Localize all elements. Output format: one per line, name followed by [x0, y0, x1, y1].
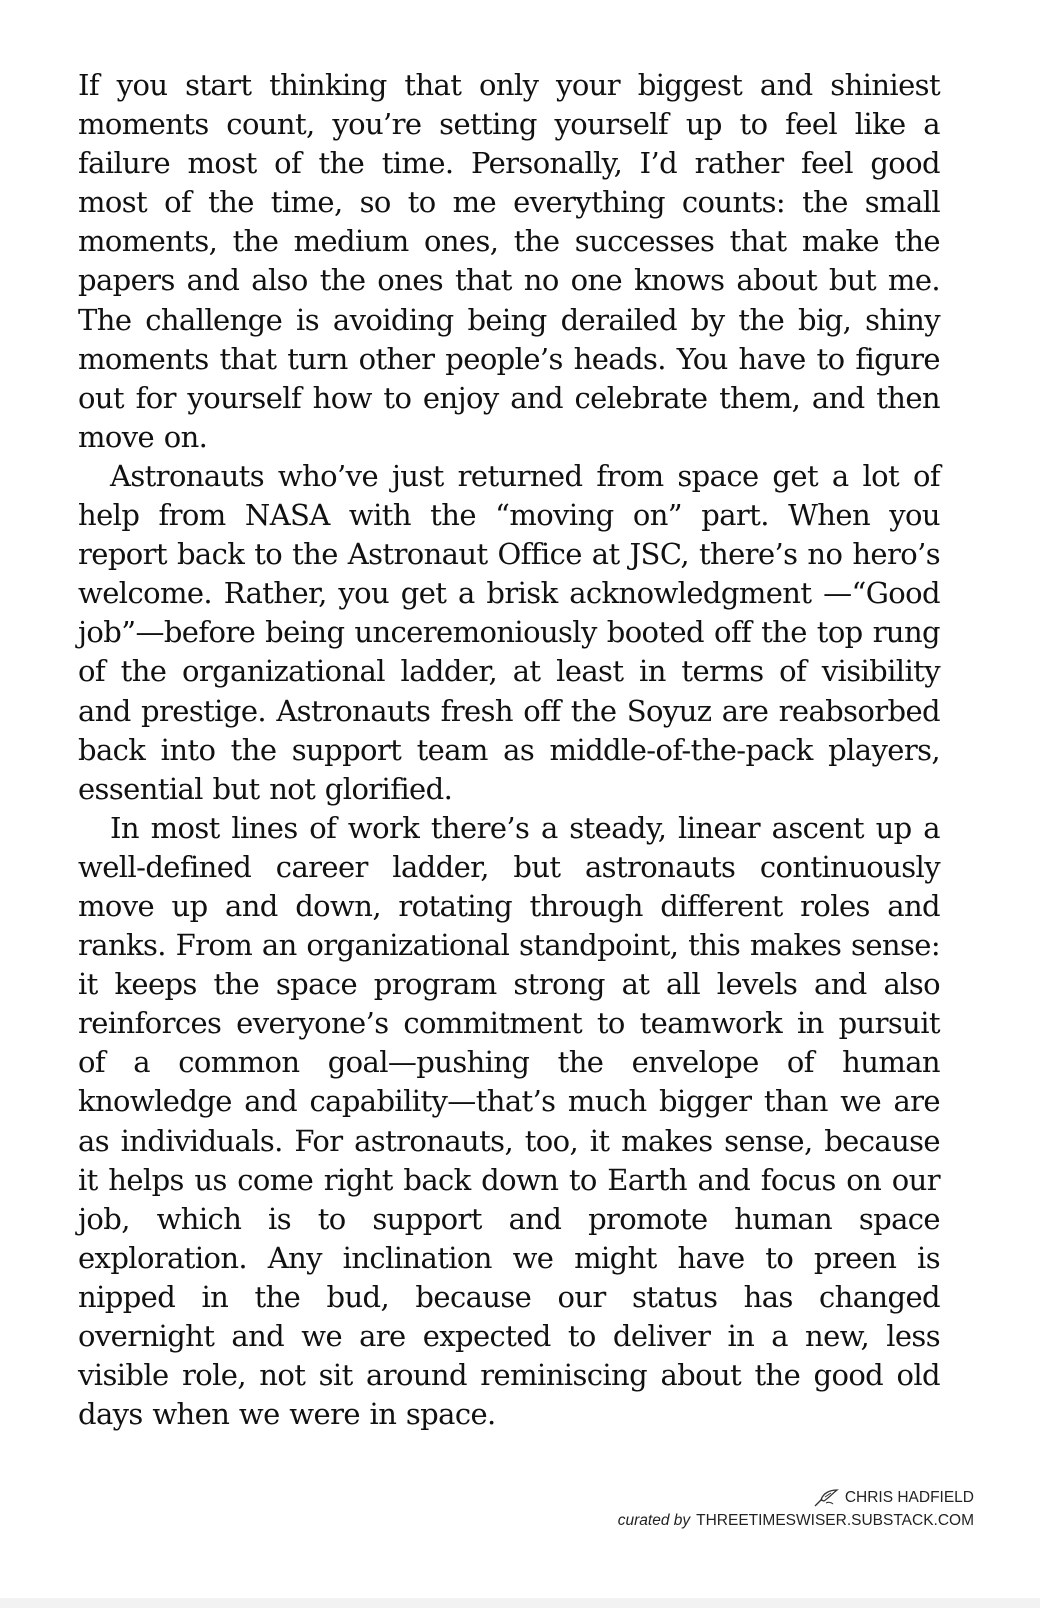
paragraph-3: In most lines of work there’s a steady, linear ascent up a well-defined career ladder, but astronauts continuously move up and down, rotating through different roles and ranks. From an organizational standpoint, this makes sense: it keeps the space program strong at all levels and also reinforces everyone’s commitment to teamwork in pursuit of a common goal—pushing the envelope of human knowledge and capability—that’s much bigger than we are as individuals. For astronauts, too, it makes sense, because it helps us come right back down to Earth and focus on our job, which is to support and promote human space exploration. Any inclination we might have to preen is nipped in the bud, because our status has changed overnight and we are expected to deliver in a new, less visible role, not sit around reminiscing about the good old days when we were in space.	[78, 810, 940, 1432]
author-line	[618, 1486, 974, 1509]
paragraph-2: Astronauts who’ve just returned from space get a lot of help from NASA with the “moving on” part. When you report back to the Astronaut Office at JSC, there’s no hero’s welcome. Rather, you get a brisk acknowledgment —“Good job”—before being unceremoniously booted off the top rung of the organizational ladder, at least in terms of visibility and prestige. Astronauts fresh off the Soyuz are reabsorbed back into the support team as middle-of-the-pack players, essential but not glorified.	[78, 458, 940, 806]
excerpt-body	[78, 66, 940, 1434]
quill-pen-icon	[813, 1488, 839, 1508]
curated-line	[618, 1509, 974, 1532]
bottom-edge-band	[0, 1598, 1040, 1608]
attribution-footer	[618, 1486, 974, 1532]
curated-by-label: curated by	[617, 1512, 691, 1529]
author-name: CHRIS HADFIELD	[844, 1489, 974, 1506]
curator-site: THREETIMESWISER.SUBSTACK.COM	[696, 1512, 974, 1529]
paragraph-1: If you start thinking that only your biggest and shiniest moments count, you’re setting yourself up to feel like a failure most of the time. Personally, I’d rather feel good most of the time, so to me everything counts: the small moments, the medium ones, the successes that make the papers and also the ones that no one knows about but me. The challenge is avoiding being derailed by the big, shiny moments that turn other people’s heads. You have to figure out for yourself how to enjoy and celebrate them, and then move on.	[78, 68, 940, 454]
